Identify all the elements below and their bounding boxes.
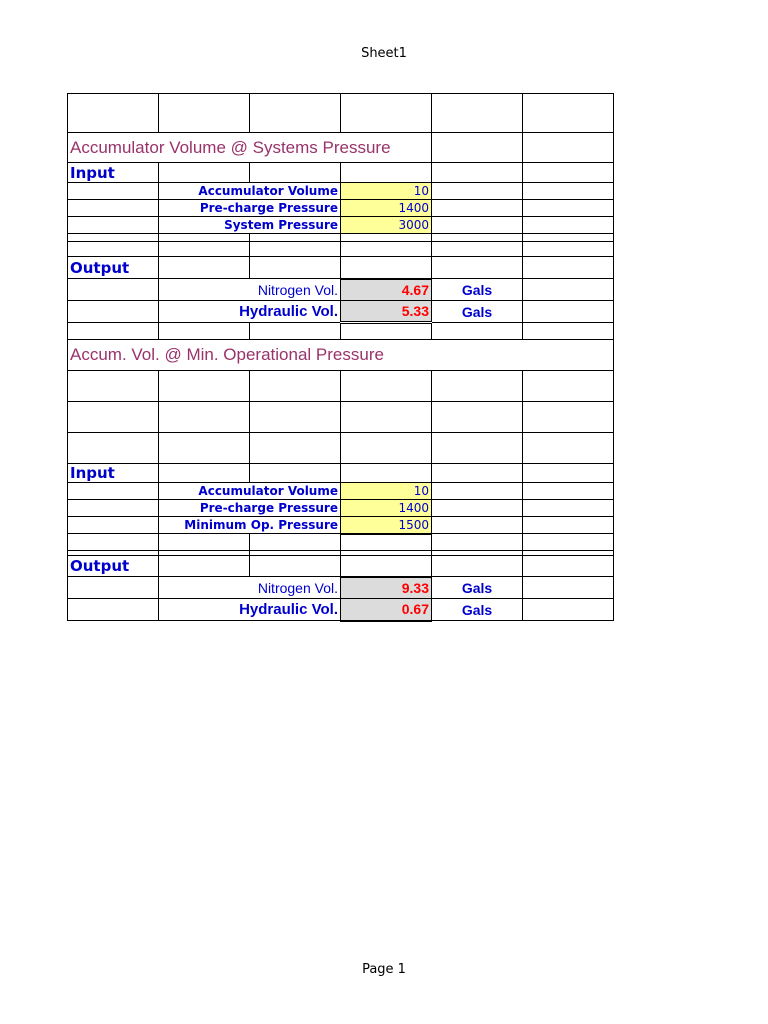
cell[interactable] <box>523 323 614 340</box>
cell[interactable] <box>523 599 614 621</box>
cell[interactable] <box>523 517 614 534</box>
cell[interactable] <box>523 464 614 483</box>
table-row <box>68 242 614 257</box>
cell[interactable] <box>341 257 432 279</box>
cell[interactable] <box>523 183 614 200</box>
cell[interactable] <box>250 433 341 464</box>
cell[interactable] <box>341 402 432 433</box>
cell[interactable] <box>523 556 614 577</box>
cell[interactable] <box>68 242 159 257</box>
cell[interactable] <box>159 464 250 483</box>
cell[interactable] <box>432 163 523 183</box>
cell[interactable] <box>250 464 341 483</box>
input-label[interactable]: Accumulator Volume <box>159 183 341 200</box>
table-row <box>68 433 614 464</box>
table-row <box>68 556 614 577</box>
table-row <box>68 483 614 500</box>
table-row <box>68 464 614 483</box>
cell[interactable] <box>432 464 523 483</box>
cell[interactable] <box>523 534 614 551</box>
section1-title[interactable]: Accumulator Volume @ Systems Pressure <box>68 133 432 163</box>
cell[interactable] <box>68 500 159 517</box>
cell[interactable] <box>432 402 523 433</box>
cell[interactable] <box>68 301 159 323</box>
cell[interactable] <box>341 94 432 133</box>
table-row <box>68 200 614 217</box>
output-unit[interactable]: Gals <box>432 279 523 301</box>
cell[interactable] <box>68 323 159 340</box>
cell[interactable] <box>432 234 523 242</box>
cell[interactable] <box>68 433 159 464</box>
cell[interactable] <box>159 94 250 133</box>
output-label[interactable]: Hydraulic Vol. <box>159 301 341 323</box>
output-value[interactable]: 9.33 <box>341 577 432 599</box>
cell[interactable] <box>68 599 159 621</box>
output-value[interactable]: 0.67 <box>341 599 432 621</box>
output-label[interactable]: Hydraulic Vol. <box>159 599 341 621</box>
cell[interactable] <box>341 433 432 464</box>
cell[interactable] <box>341 163 432 183</box>
cell[interactable] <box>523 234 614 242</box>
cell[interactable] <box>432 371 523 402</box>
cell[interactable] <box>68 371 159 402</box>
table-row <box>68 599 614 621</box>
table-row <box>68 183 614 200</box>
cell[interactable] <box>432 433 523 464</box>
cell[interactable] <box>159 371 250 402</box>
cell[interactable] <box>159 556 250 577</box>
cell[interactable] <box>68 534 159 551</box>
table-row <box>68 257 614 279</box>
spreadsheet-table <box>67 93 614 622</box>
cell[interactable] <box>523 483 614 500</box>
cell[interactable] <box>523 133 614 163</box>
table-row <box>68 323 614 340</box>
cell[interactable] <box>523 577 614 599</box>
output-value[interactable]: 5.33 <box>341 301 432 323</box>
cell[interactable] <box>432 94 523 133</box>
table-row <box>68 94 614 133</box>
cell[interactable] <box>250 323 341 340</box>
section2-output-label[interactable]: Output <box>68 556 159 577</box>
cell[interactable] <box>341 556 432 577</box>
input-value[interactable]: 3000 <box>341 217 432 234</box>
cell[interactable] <box>432 517 523 534</box>
cell[interactable] <box>523 402 614 433</box>
cell[interactable] <box>68 517 159 534</box>
table-row <box>68 517 614 534</box>
cell[interactable] <box>523 279 614 301</box>
cell[interactable] <box>250 257 341 279</box>
cell[interactable] <box>159 163 250 183</box>
input-label[interactable]: Pre-charge Pressure <box>159 200 341 217</box>
cell[interactable] <box>68 200 159 217</box>
cell[interactable] <box>432 323 523 340</box>
cell[interactable] <box>523 433 614 464</box>
cell[interactable] <box>250 371 341 402</box>
cell[interactable] <box>159 323 250 340</box>
cell[interactable] <box>432 500 523 517</box>
cell[interactable] <box>250 556 341 577</box>
cell[interactable] <box>341 242 432 257</box>
cell[interactable] <box>159 242 250 257</box>
cell[interactable] <box>250 163 341 183</box>
table-row <box>68 163 614 183</box>
table-row <box>68 534 614 551</box>
input-label[interactable]: Accumulator Volume <box>159 483 341 500</box>
table-row <box>68 340 614 371</box>
cell[interactable] <box>523 94 614 133</box>
cell[interactable] <box>432 257 523 279</box>
table-row <box>68 577 614 599</box>
table-row <box>68 279 614 301</box>
cell[interactable] <box>432 183 523 200</box>
input-value[interactable]: 1500 <box>341 517 432 534</box>
cell[interactable] <box>159 402 250 433</box>
cell[interactable] <box>68 217 159 234</box>
section2-title[interactable]: Accum. Vol. @ Min. Operational Pressure <box>68 340 614 371</box>
page-footer: Page 1 <box>362 962 406 977</box>
cell[interactable] <box>341 464 432 483</box>
output-label[interactable]: Nitrogen Vol. <box>159 279 341 301</box>
cell[interactable] <box>432 200 523 217</box>
cell[interactable] <box>68 577 159 599</box>
cell[interactable] <box>341 323 432 340</box>
cell[interactable] <box>159 534 250 551</box>
input-label[interactable]: System Pressure <box>159 217 341 234</box>
input-value[interactable]: 10 <box>341 183 432 200</box>
cell[interactable] <box>250 242 341 257</box>
output-label[interactable]: Nitrogen Vol. <box>159 577 341 599</box>
cell[interactable] <box>341 371 432 402</box>
cell[interactable] <box>250 402 341 433</box>
cell[interactable] <box>523 500 614 517</box>
cell[interactable] <box>68 234 159 242</box>
cell[interactable] <box>250 94 341 133</box>
cell[interactable] <box>432 217 523 234</box>
cell[interactable] <box>159 234 250 242</box>
table-row <box>68 301 614 323</box>
cell[interactable] <box>250 234 341 242</box>
cell[interactable] <box>523 371 614 402</box>
cell[interactable] <box>523 217 614 234</box>
cell[interactable] <box>68 183 159 200</box>
cell[interactable] <box>523 242 614 257</box>
cell[interactable] <box>523 257 614 279</box>
cell[interactable] <box>341 534 432 551</box>
table-row <box>68 217 614 234</box>
cell[interactable] <box>341 234 432 242</box>
table-row <box>68 371 614 402</box>
cell[interactable] <box>159 257 250 279</box>
cell[interactable] <box>68 94 159 133</box>
input-value[interactable]: 10 <box>341 483 432 500</box>
cell[interactable] <box>68 483 159 500</box>
input-label[interactable]: Pre-charge Pressure <box>159 500 341 517</box>
table-row <box>68 133 614 163</box>
cell[interactable] <box>250 534 341 551</box>
cell[interactable] <box>432 556 523 577</box>
input-label[interactable]: Minimum Op. Pressure <box>159 517 341 534</box>
cell[interactable] <box>432 242 523 257</box>
output-unit[interactable]: Gals <box>432 577 523 599</box>
cell[interactable] <box>432 534 523 551</box>
cell[interactable] <box>68 402 159 433</box>
cell[interactable] <box>432 483 523 500</box>
input-value[interactable]: 1400 <box>341 500 432 517</box>
page-header: Sheet1 <box>361 46 407 61</box>
cell[interactable] <box>523 200 614 217</box>
table-row <box>68 402 614 433</box>
output-unit[interactable]: Gals <box>432 301 523 323</box>
input-value[interactable]: 1400 <box>341 200 432 217</box>
output-value[interactable]: 4.67 <box>341 279 432 301</box>
cell[interactable] <box>523 163 614 183</box>
cell[interactable] <box>432 133 523 163</box>
cell[interactable] <box>523 301 614 323</box>
table-row <box>68 234 614 242</box>
section1-output-label[interactable]: Output <box>68 257 159 279</box>
table-row <box>68 500 614 517</box>
output-unit[interactable]: Gals <box>432 599 523 621</box>
cell[interactable] <box>159 433 250 464</box>
section2-input-label[interactable]: Input <box>68 464 159 483</box>
cell[interactable] <box>68 279 159 301</box>
section1-input-label[interactable]: Input <box>68 163 159 183</box>
